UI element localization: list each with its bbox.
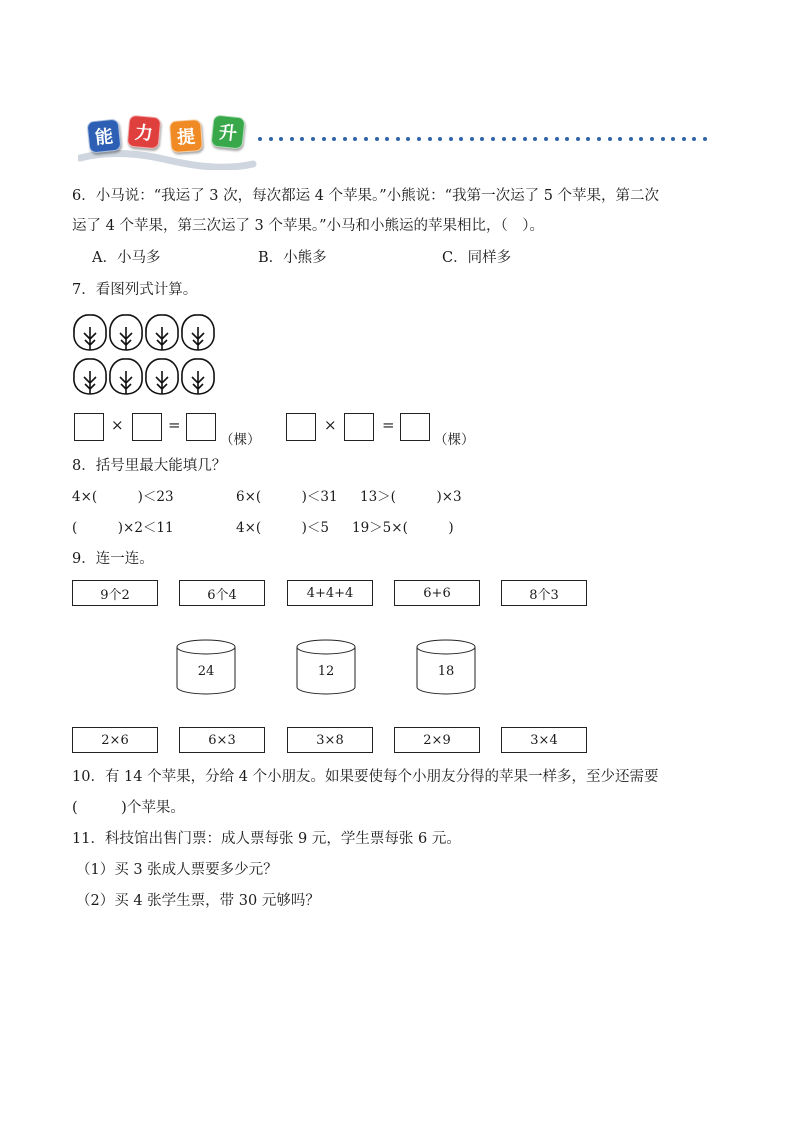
q6-option-b: B．小熊多: [258, 250, 327, 266]
banner-char-1: 能: [86, 118, 121, 153]
banner-dot: [470, 137, 474, 141]
q7-answer-box-4[interactable]: [286, 413, 316, 441]
banner-dotted-line: [258, 128, 714, 136]
q9-top-box-1[interactable]: 9个2: [72, 580, 158, 606]
banner-char-3: 提: [169, 119, 203, 153]
q8-item-6[interactable]: 19＞5×( ): [352, 520, 454, 536]
banner-dot: [343, 137, 347, 141]
q9-cylinder-2[interactable]: [296, 639, 356, 695]
q7-equals-sign-1: =: [168, 416, 181, 434]
q9-top-box-3[interactable]: 4+4+4: [287, 580, 373, 606]
q7-equals-sign-2: =: [382, 416, 395, 434]
q9-top-box-4[interactable]: 6+6: [394, 580, 480, 606]
banner-dot: [279, 137, 283, 141]
q9-cylinder-1[interactable]: [176, 639, 236, 695]
q6-option-a: A．小马多: [92, 250, 161, 266]
q6-line-2: 运了 4 个苹果，第三次运了 3 个苹果。”小马和小熊运的苹果相比，（ ）。: [72, 218, 545, 234]
banner-dot: [597, 137, 601, 141]
banner-dot: [375, 137, 379, 141]
q9-bottom-box-1[interactable]: 2×6: [72, 727, 158, 753]
q9-bottom-box-4[interactable]: 2×9: [394, 727, 480, 753]
q7-answer-box-1[interactable]: [74, 413, 104, 441]
q7-answer-box-6[interactable]: [400, 413, 430, 441]
banner-dot: [523, 137, 527, 141]
banner-dot: [618, 137, 622, 141]
q9-title: 9．连一连。: [72, 551, 154, 567]
q8-item-3[interactable]: 13＞( )×3: [360, 489, 462, 505]
banner-dot: [544, 137, 548, 141]
banner-dot: [671, 137, 675, 141]
banner-dot: [311, 137, 315, 141]
banner-dot: [269, 137, 273, 141]
q10-line-2[interactable]: ( )个苹果。: [72, 800, 185, 816]
tree-icon: [182, 359, 214, 394]
banner-dot: [364, 137, 368, 141]
tree-picture: [72, 313, 222, 399]
q7-times-sign-2: ×: [324, 416, 337, 434]
banner-dot: [512, 137, 516, 141]
banner-dot: [428, 137, 432, 141]
q9-bottom-box-3[interactable]: 3×8: [287, 727, 373, 753]
banner-dot: [258, 137, 262, 141]
q9-cylinder-3-label: 18: [437, 664, 455, 679]
q8-title: 8．括号里最大能填几？: [72, 458, 227, 474]
banner-dot: [682, 137, 686, 141]
q9-bottom-box-5[interactable]: 3×4: [501, 727, 587, 753]
tree-icon: [146, 359, 178, 394]
tree-icon: [110, 315, 142, 350]
q9-top-box-5[interactable]: 8个3: [501, 580, 587, 606]
banner-dot: [290, 137, 294, 141]
tree-icon: [146, 315, 178, 350]
banner-dot: [692, 137, 696, 141]
banner-dot: [565, 137, 569, 141]
banner-dot: [491, 137, 495, 141]
banner-char-2: 力: [127, 115, 162, 150]
q11-line-1: 11．科技馆出售门票：成人票每张 9 元，学生票每张 6 元。: [72, 831, 461, 847]
banner-dot: [555, 137, 559, 141]
q6-option-c: C．同样多: [442, 250, 512, 266]
q9-bottom-box-2[interactable]: 6×3: [179, 727, 265, 753]
q10-line-1: 10．有 14 个苹果，分给 4 个小朋友。如果要使每个小朋友分得的苹果一样多，至少还需要: [72, 769, 659, 785]
banner-dot: [438, 137, 442, 141]
q11-sub-question-2: （2）买 4 张学生票，带 30 元够吗？: [76, 893, 320, 909]
banner-char-4: 升: [210, 114, 245, 149]
q7-answer-box-3[interactable]: [186, 413, 216, 441]
q7-answer-box-5[interactable]: [344, 413, 374, 441]
q9-cylinder-1-label: 24: [197, 664, 215, 679]
banner-dot: [661, 137, 665, 141]
q8-item-5[interactable]: 4×( )＜5: [236, 520, 330, 536]
tree-icon: [182, 315, 214, 350]
banner-dot: [322, 137, 326, 141]
q11-sub-question-1: （1）买 3 张成人票要多少元？: [76, 862, 278, 878]
q9-cylinder-3[interactable]: [416, 639, 476, 695]
banner-dot: [449, 137, 453, 141]
q7-times-sign-1: ×: [111, 416, 124, 434]
q9-cylinder-2-label: 12: [317, 664, 335, 679]
banner-dot: [417, 137, 421, 141]
banner-dot: [502, 137, 506, 141]
banner-dot: [332, 137, 336, 141]
banner-dot: [576, 137, 580, 141]
q9-top-box-2[interactable]: 6个4: [179, 580, 265, 606]
banner-dot: [396, 137, 400, 141]
banner-dot: [406, 137, 410, 141]
q7-answer-box-2[interactable]: [132, 413, 162, 441]
q7-unit-2: （棵）: [434, 432, 475, 448]
q8-item-2[interactable]: 6×( )＜31: [236, 489, 338, 505]
tree-icon: [74, 359, 106, 394]
banner-dot: [703, 137, 707, 141]
banner-dot: [300, 137, 304, 141]
q6-line-1: 6．小马说：“我运了 3 次，每次都运 4 个苹果。”小熊说：“我第一次运了 5 个苹果，第二次: [72, 188, 660, 204]
q8-item-4[interactable]: ( )×2＜11: [72, 520, 174, 536]
q7-title: 7．看图列式计算。: [72, 282, 198, 298]
banner-dot: [608, 137, 612, 141]
q8-item-1[interactable]: 4×( )＜23: [72, 489, 174, 505]
banner-dot: [385, 137, 389, 141]
tree-icon: [74, 315, 106, 350]
banner-dot: [459, 137, 463, 141]
banner-dot: [353, 137, 357, 141]
tree-icon: [110, 359, 142, 394]
q7-unit-1: （棵）: [220, 432, 261, 448]
banner-dot: [639, 137, 643, 141]
banner-dot: [629, 137, 633, 141]
banner-dot: [650, 137, 654, 141]
